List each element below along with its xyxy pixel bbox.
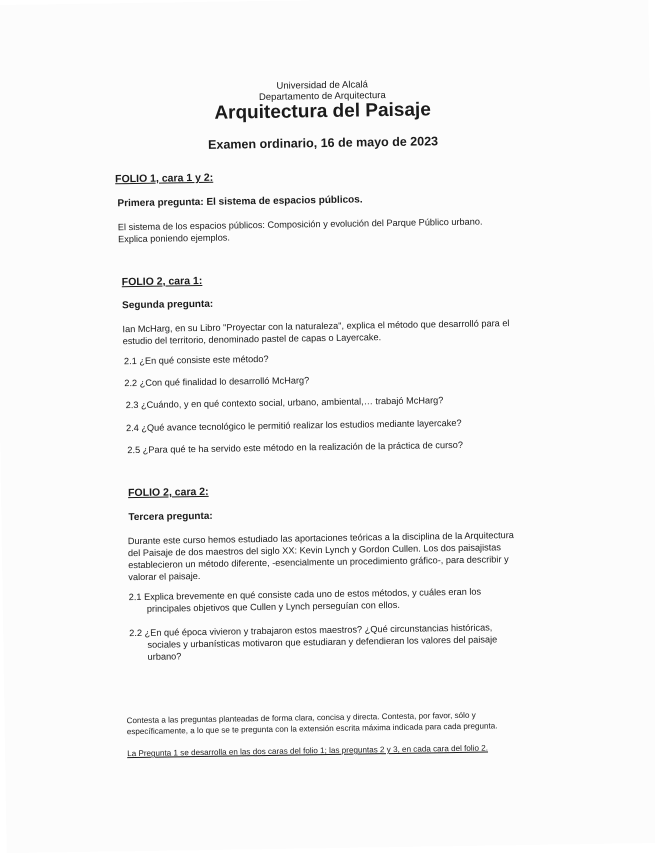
exam-date-title: Examen ordinario, 16 de mayo de 2023 (208, 134, 439, 152)
section2-item: 2.4 ¿Qué avance tecnológico le permitió realizar los estudios mediante layercake? (125, 417, 462, 434)
footer-note: La Pregunta 1 se desarrolla en las dos caras del folio 1; las preguntas 2 y 3, en cada cara del folio 2. (127, 743, 489, 759)
section3-item1-line: principales objetivos que Cullen y Lynch perseguían con ellos. (146, 599, 400, 614)
section1-question-title: Primera pregunta: El sistema de espacios públicos. (117, 194, 363, 210)
section3-item2-line: 2.2 ¿En qué época vivieron y trabajaron estos maestros? ¿Qué circunstancias históricas, (129, 622, 493, 639)
section3-intro-line: establecieron un método diferente, -esencialmente un procedimiento gráfico-, para describir y (128, 554, 509, 571)
section1-heading: FOLIO 1, cara 1 y 2: (115, 171, 214, 186)
section3-item2-line: sociales y urbanísticas motivaron que estudiaran y defendieran los valores del paisaje (147, 634, 498, 650)
section3-question-title: Tercera pregunta: (128, 510, 213, 524)
section2-item: 2.3 ¿Cuándo, y en qué contexto social, urbano, ambiental,… trabajó McHarg? (125, 395, 444, 411)
section2-item: 2.1 ¿En qué consiste este método? (123, 353, 269, 367)
section2-intro-line1: Ian McHarg, en su Libro "Proyectar con la naturaleza", explica el método que desarrolló para el (122, 318, 510, 335)
university-name: Universidad de Alcalá (276, 79, 368, 92)
department-name: Departamento de Arquitectura (258, 90, 386, 104)
section3-intro-line: valorar el paisaje. (128, 571, 201, 583)
footer-instructions-line2: específicamente, a lo que se te pregunta con la extensión escrita máxima indicada para cada pregunta. (126, 721, 498, 737)
subject-title: Arquitectura del Paisaje (214, 99, 431, 124)
section2-intro-line2: estudio del territorio, denominado pastel de capas o Layercake. (122, 332, 382, 347)
section3-heading: FOLIO 2, cara 2: (127, 485, 209, 500)
section3-item1-line: 2.1 Explica brevemente en qué consiste cada uno de estos métodos, y cuáles eran los (128, 586, 482, 603)
section3-item2-line: urbano? (147, 651, 182, 662)
section3-intro-line: Durante este curso hemos estudiado las aportaciones teóricas a la disciplina de la Arquitectura (127, 530, 514, 547)
section2-question-title: Segunda pregunta: (122, 298, 214, 312)
section1-body-line1: El sistema de los espacios públicos: Composición y evolución del Parque Público urbano. (117, 216, 483, 233)
section2-item: 2.2 ¿Con qué finalidad lo desarrolló McHarg? (124, 375, 310, 389)
section1-body-line2: Explica poniendo ejemplos. (117, 232, 230, 245)
section3-intro-line: del Paisaje de dos maestros del siglo XX: Kevin Lynch y Gordon Cullen. Los dos paisajistas (127, 542, 502, 559)
footer-instructions-line1: Contesta a las preguntas planteadas de forma clara, concisa y directa. Contesta, por favor, sólo y (126, 710, 476, 726)
section2-heading: FOLIO 2, cara 1: (121, 274, 203, 289)
section2-item: 2.5 ¿Para qué te ha servido este método en la realización de la práctica de curso? (127, 439, 463, 456)
